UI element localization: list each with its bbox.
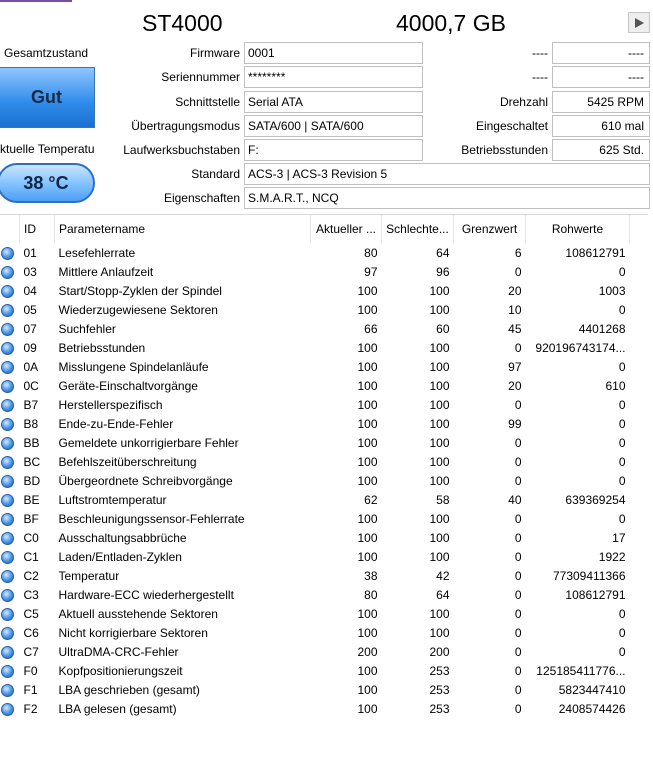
attr-raw: 0	[618, 511, 626, 526]
status-dot-cell	[0, 243, 20, 262]
blue-status-dot-icon	[1, 247, 14, 260]
blue-status-dot-icon	[1, 627, 14, 640]
attr-raw: 2408574426	[558, 701, 626, 716]
table-row[interactable]	[0, 585, 630, 604]
attr-raw: 0	[618, 264, 626, 279]
tab-accent-line	[0, 0, 72, 2]
attr-name: Ausschaltungsabbrüche	[58, 530, 187, 545]
interface-field: Serial ATA	[244, 91, 423, 113]
attr-threshold: 0	[514, 606, 522, 621]
attr-worst: 100	[429, 435, 450, 450]
attr-worst: 100	[429, 625, 450, 640]
attr-name: Hardware-ECC wiederhergestellt	[58, 587, 234, 602]
features-label: Eigenschaften	[163, 191, 240, 205]
attr-id: C6	[23, 625, 39, 640]
attr-current: 100	[357, 473, 378, 488]
attr-current: 38	[364, 568, 378, 583]
table-row[interactable]	[0, 338, 630, 357]
attr-name: Kopfpositionierungszeit	[58, 663, 183, 678]
status-dot-cell	[0, 661, 20, 680]
table-row[interactable]	[0, 509, 630, 528]
status-dot-cell	[0, 509, 20, 528]
blue-status-dot-icon	[1, 399, 14, 412]
attr-current: 100	[357, 283, 378, 298]
blue-status-dot-icon	[1, 304, 14, 317]
temperature-status-button[interactable]: 38 °C	[0, 163, 95, 203]
attr-worst: 100	[429, 416, 450, 431]
table-row[interactable]	[0, 699, 630, 718]
attr-threshold: 99	[508, 416, 522, 431]
attr-id: BC	[23, 454, 41, 469]
attr-name: Mittlere Anlaufzeit	[58, 264, 154, 279]
attr-id: 04	[23, 283, 37, 298]
attr-id: C5	[23, 606, 39, 621]
attr-name: Ende-zu-Ende-Fehler	[58, 416, 174, 431]
power-on-count-field: 610 mal	[552, 115, 650, 137]
attr-name: Misslungene Spindelanläufe	[58, 359, 209, 374]
window-top-edge	[0, 0, 653, 3]
attr-id: BB	[23, 435, 40, 450]
attr-threshold: 0	[514, 530, 522, 545]
table-row[interactable]	[0, 357, 630, 376]
attr-raw: 0	[618, 397, 626, 412]
attr-worst: 96	[436, 264, 450, 279]
blue-status-dot-icon	[1, 665, 14, 678]
attr-current: 100	[357, 378, 378, 393]
blue-status-dot-icon	[1, 456, 14, 469]
attr-name: Luftstromtemperatur	[58, 492, 167, 507]
attr-raw: 639369254	[565, 492, 626, 507]
attr-id: BE	[23, 492, 40, 507]
attr-name: Aktuell ausstehende Sektoren	[58, 606, 218, 621]
standard-field: ACS-3 | ACS-3 Revision 5	[244, 163, 650, 185]
attr-id: 0A	[23, 359, 39, 374]
status-dot-cell	[0, 338, 20, 357]
attr-worst: 253	[429, 701, 450, 716]
attr-current: 200	[357, 644, 378, 659]
attr-raw: 0	[618, 416, 626, 431]
attr-id: 09	[23, 340, 37, 355]
attr-current: 100	[357, 663, 378, 678]
blue-status-dot-icon	[1, 608, 14, 621]
transfer-mode-field: SATA/600 | SATA/600	[244, 115, 423, 137]
table-row[interactable]	[0, 547, 630, 566]
attr-worst: 100	[429, 530, 450, 545]
interface-label: Schnittstelle	[175, 95, 240, 109]
attr-current: 100	[357, 340, 378, 355]
attr-worst: 64	[436, 587, 450, 602]
attr-worst: 64	[436, 245, 450, 260]
attr-current: 100	[357, 682, 378, 697]
attr-threshold: 0	[514, 682, 522, 697]
attr-name: Beschleunigungssensor-Fehlerrate	[58, 511, 245, 526]
table-row[interactable]	[0, 642, 630, 661]
attr-worst: 100	[429, 473, 450, 488]
attr-current: 100	[357, 511, 378, 526]
header-current[interactable]: Aktueller ...	[311, 215, 382, 243]
right-row1-field: ----	[552, 42, 650, 64]
attr-worst: 200	[429, 644, 450, 659]
blue-status-dot-icon	[1, 570, 14, 583]
attr-current: 80	[364, 587, 378, 602]
attr-name: Lesefehlerrate	[58, 245, 136, 260]
header-threshold[interactable]: Grenzwert	[454, 215, 526, 243]
attr-threshold: 20	[508, 378, 522, 393]
attr-raw: 920196743174...	[535, 340, 626, 355]
attr-threshold: 0	[514, 701, 522, 716]
attr-raw: 0	[618, 454, 626, 469]
drive-model: ST4000	[142, 10, 223, 36]
right-row1-label: ----	[532, 46, 548, 60]
attr-name: Laden/Entladen-Zyklen	[58, 549, 182, 564]
attr-worst: 100	[429, 359, 450, 374]
blue-status-dot-icon	[1, 703, 14, 716]
blue-status-dot-icon	[1, 323, 14, 336]
attr-threshold: 0	[514, 435, 522, 450]
table-row[interactable]	[0, 281, 630, 300]
status-dot-cell	[0, 414, 20, 433]
attr-current: 100	[357, 359, 378, 374]
status-dot-cell	[0, 262, 20, 281]
attr-name: Herstellerspezifisch	[58, 397, 163, 412]
attr-threshold: 0	[514, 568, 522, 583]
blue-status-dot-icon	[1, 266, 14, 279]
attr-id: BD	[23, 473, 41, 488]
table-row[interactable]	[0, 319, 630, 338]
attr-threshold: 0	[514, 340, 522, 355]
attr-current: 100	[357, 606, 378, 621]
header-worst[interactable]: Schlechte...	[382, 215, 454, 243]
status-dot-cell	[0, 281, 20, 300]
serial-field: ********	[244, 66, 423, 88]
attr-raw: 1922	[598, 549, 626, 564]
attr-id: 05	[23, 302, 37, 317]
attr-raw: 610	[605, 378, 626, 393]
header-raw[interactable]: Rohwerte	[526, 215, 630, 243]
attr-current: 66	[364, 321, 378, 336]
attr-threshold: 10	[508, 302, 522, 317]
attr-name: LBA geschrieben (gesamt)	[58, 682, 200, 697]
table-row[interactable]	[0, 262, 630, 281]
right-row2-field: ----	[552, 66, 650, 88]
attr-worst: 100	[429, 511, 450, 526]
attr-raw: 1003	[598, 283, 626, 298]
status-dot-cell	[0, 680, 20, 699]
attr-id: C0	[23, 530, 39, 545]
attr-raw: 0	[618, 473, 626, 488]
blue-status-dot-icon	[1, 418, 14, 431]
header-name[interactable]: Parametername	[55, 215, 311, 243]
attr-name: UltraDMA-CRC-Fehler	[58, 644, 179, 659]
attr-current: 100	[357, 701, 378, 716]
header-icon-column[interactable]	[0, 215, 20, 243]
power-on-count-label: Eingeschaltet	[475, 119, 548, 133]
attr-threshold: 40	[508, 492, 522, 507]
serial-label: Seriennummer	[161, 70, 240, 84]
attr-raw: 0	[618, 435, 626, 450]
status-dot-cell	[0, 395, 20, 414]
attr-raw: 0	[618, 644, 626, 659]
attr-raw: 0	[618, 359, 626, 374]
attr-id: 07	[23, 321, 37, 336]
attr-worst: 60	[436, 321, 450, 336]
attr-raw: 108612791	[565, 587, 626, 602]
header-id[interactable]: ID	[20, 215, 55, 243]
blue-status-dot-icon	[1, 285, 14, 298]
next-drive-button[interactable]	[628, 12, 650, 33]
status-dot-cell	[0, 376, 20, 395]
attr-worst: 253	[429, 663, 450, 678]
attr-id: B8	[23, 416, 39, 431]
attr-threshold: 6	[514, 245, 522, 260]
attr-threshold: 45	[508, 321, 522, 336]
attr-current: 100	[357, 530, 378, 545]
attr-name: Betriebsstunden	[58, 340, 146, 355]
blue-status-dot-icon	[1, 361, 14, 374]
attr-id: F1	[23, 682, 38, 697]
attr-raw: 17	[612, 530, 626, 545]
health-label: Gesamtzustand	[4, 46, 89, 60]
attr-threshold: 0	[514, 454, 522, 469]
attr-threshold: 0	[514, 663, 522, 678]
status-dot-cell	[0, 433, 20, 452]
status-dot-cell	[0, 585, 20, 604]
status-dot-cell	[0, 547, 20, 566]
attr-current: 97	[364, 264, 378, 279]
attr-worst: 58	[436, 492, 450, 507]
status-dot-cell	[0, 452, 20, 471]
attr-worst: 253	[429, 682, 450, 697]
attr-current: 80	[364, 245, 378, 260]
standard-label: Standard	[191, 167, 240, 181]
table-row[interactable]	[0, 243, 630, 262]
attr-id: BF	[23, 511, 39, 526]
blue-status-dot-icon	[1, 342, 14, 355]
status-dot-cell	[0, 300, 20, 319]
attr-name: Übergeordnete Schreibvorgänge	[58, 473, 233, 488]
firmware-label: Firmware	[190, 46, 240, 60]
attr-current: 100	[357, 416, 378, 431]
attr-name: Temperatur	[58, 568, 120, 583]
attr-id: 01	[23, 245, 37, 260]
table-row[interactable]	[0, 490, 630, 509]
table-row[interactable]	[0, 300, 630, 319]
attr-worst: 100	[429, 283, 450, 298]
attr-worst: 100	[429, 606, 450, 621]
blue-status-dot-icon	[1, 532, 14, 545]
status-dot-cell	[0, 528, 20, 547]
blue-status-dot-icon	[1, 513, 14, 526]
attr-name: Geräte-Einschaltvorgänge	[58, 378, 198, 393]
blue-status-dot-icon	[1, 437, 14, 450]
transfer-mode-label: Übertragungsmodus	[131, 119, 240, 133]
blue-status-dot-icon	[1, 684, 14, 697]
attr-id: C3	[23, 587, 39, 602]
attr-current: 100	[357, 625, 378, 640]
attr-raw: 0	[618, 625, 626, 640]
rpm-label: Drehzahl	[499, 95, 548, 109]
status-dot-cell	[0, 490, 20, 509]
blue-status-dot-icon	[1, 475, 14, 488]
features-field: S.M.A.R.T., NCQ	[244, 187, 650, 209]
attr-threshold: 0	[514, 644, 522, 659]
status-dot-cell	[0, 471, 20, 490]
table-row[interactable]	[0, 528, 630, 547]
attr-worst: 100	[429, 549, 450, 564]
smart-table[interactable]	[0, 214, 648, 720]
status-dot-cell	[0, 604, 20, 623]
temperature-label: ktuelle Temperatu	[0, 142, 95, 156]
status-dot-cell	[0, 699, 20, 718]
attr-id: C2	[23, 568, 39, 583]
attr-id: B7	[23, 397, 39, 412]
attr-name: LBA gelesen (gesamt)	[58, 701, 177, 716]
status-dot-cell	[0, 642, 20, 661]
firmware-field: 0001	[244, 42, 423, 64]
blue-status-dot-icon	[1, 589, 14, 602]
attr-id: 0C	[23, 378, 39, 393]
attr-worst: 100	[429, 302, 450, 317]
attr-current: 100	[357, 302, 378, 317]
attr-id: C7	[23, 644, 39, 659]
table-row[interactable]	[0, 395, 630, 414]
attr-threshold: 0	[514, 549, 522, 564]
table-row[interactable]	[0, 566, 630, 585]
blue-status-dot-icon	[1, 380, 14, 393]
drive-letter-field: F:	[244, 139, 423, 161]
play-triangle-icon	[634, 17, 645, 29]
attr-current: 62	[364, 492, 378, 507]
attr-threshold: 0	[514, 625, 522, 640]
attr-worst: 100	[429, 454, 450, 469]
table-row[interactable]	[0, 433, 630, 452]
table-row[interactable]	[0, 623, 630, 642]
attr-threshold: 0	[514, 264, 522, 279]
blue-status-dot-icon	[1, 551, 14, 564]
attr-id: 03	[23, 264, 37, 279]
attr-threshold: 0	[514, 511, 522, 526]
attr-threshold: 0	[514, 587, 522, 602]
attr-worst: 42	[436, 568, 450, 583]
attr-raw: 4401268	[578, 321, 626, 336]
attr-raw: 77309411366	[552, 568, 626, 583]
attr-name: Nicht korrigierbare Sektoren	[58, 625, 208, 640]
status-dot-cell	[0, 319, 20, 338]
drive-letter-label: Laufwerksbuchstaben	[123, 143, 240, 157]
power-on-hours-label: Betriebsstunden	[461, 143, 548, 157]
status-dot-cell	[0, 623, 20, 642]
status-dot-cell	[0, 566, 20, 585]
right-row2-label: ----	[532, 70, 548, 84]
attr-raw: 0	[618, 606, 626, 621]
attr-name: Suchfehler	[58, 321, 116, 336]
attr-name: Start/Stopp-Zyklen der Spindel	[58, 283, 222, 298]
attr-name: Gemeldete unkorrigierbare Fehler	[58, 435, 239, 450]
attr-current: 100	[357, 435, 378, 450]
attr-raw: 5823447410	[558, 682, 626, 697]
attr-id: F0	[23, 663, 38, 678]
attr-worst: 100	[429, 340, 450, 355]
smart-table-header	[0, 215, 630, 243]
attr-raw: 108612791	[565, 245, 626, 260]
table-row[interactable]	[0, 414, 630, 433]
attr-threshold: 0	[514, 473, 522, 488]
attr-worst: 100	[429, 378, 450, 393]
table-row[interactable]	[0, 604, 630, 623]
drive-capacity: 4000,7 GB	[396, 10, 506, 36]
blue-status-dot-icon	[1, 494, 14, 507]
table-row[interactable]	[0, 680, 630, 699]
table-row[interactable]	[0, 471, 630, 490]
attr-id: C1	[23, 549, 39, 564]
attr-current: 100	[357, 397, 378, 412]
attr-threshold: 20	[508, 283, 522, 298]
rpm-field: 5425 RPM	[552, 91, 650, 113]
power-on-hours-field: 625 Std.	[552, 139, 650, 161]
attr-current: 100	[357, 549, 378, 564]
attr-name: Wiederzugewiesene Sektoren	[58, 302, 218, 317]
table-row[interactable]	[0, 661, 630, 680]
attr-raw: 0	[618, 302, 626, 317]
health-status-button[interactable]: Gut	[0, 67, 95, 128]
blue-status-dot-icon	[1, 646, 14, 659]
table-row[interactable]	[0, 452, 630, 471]
attr-threshold: 97	[508, 359, 522, 374]
attr-current: 100	[357, 454, 378, 469]
attr-id: F2	[23, 701, 38, 716]
attr-threshold: 0	[514, 397, 522, 412]
attr-worst: 100	[429, 397, 450, 412]
table-row[interactable]	[0, 376, 630, 395]
attr-name: Befehlszeitüberschreitung	[58, 454, 197, 469]
status-dot-cell	[0, 357, 20, 376]
attr-raw: 125185411776...	[536, 663, 626, 678]
